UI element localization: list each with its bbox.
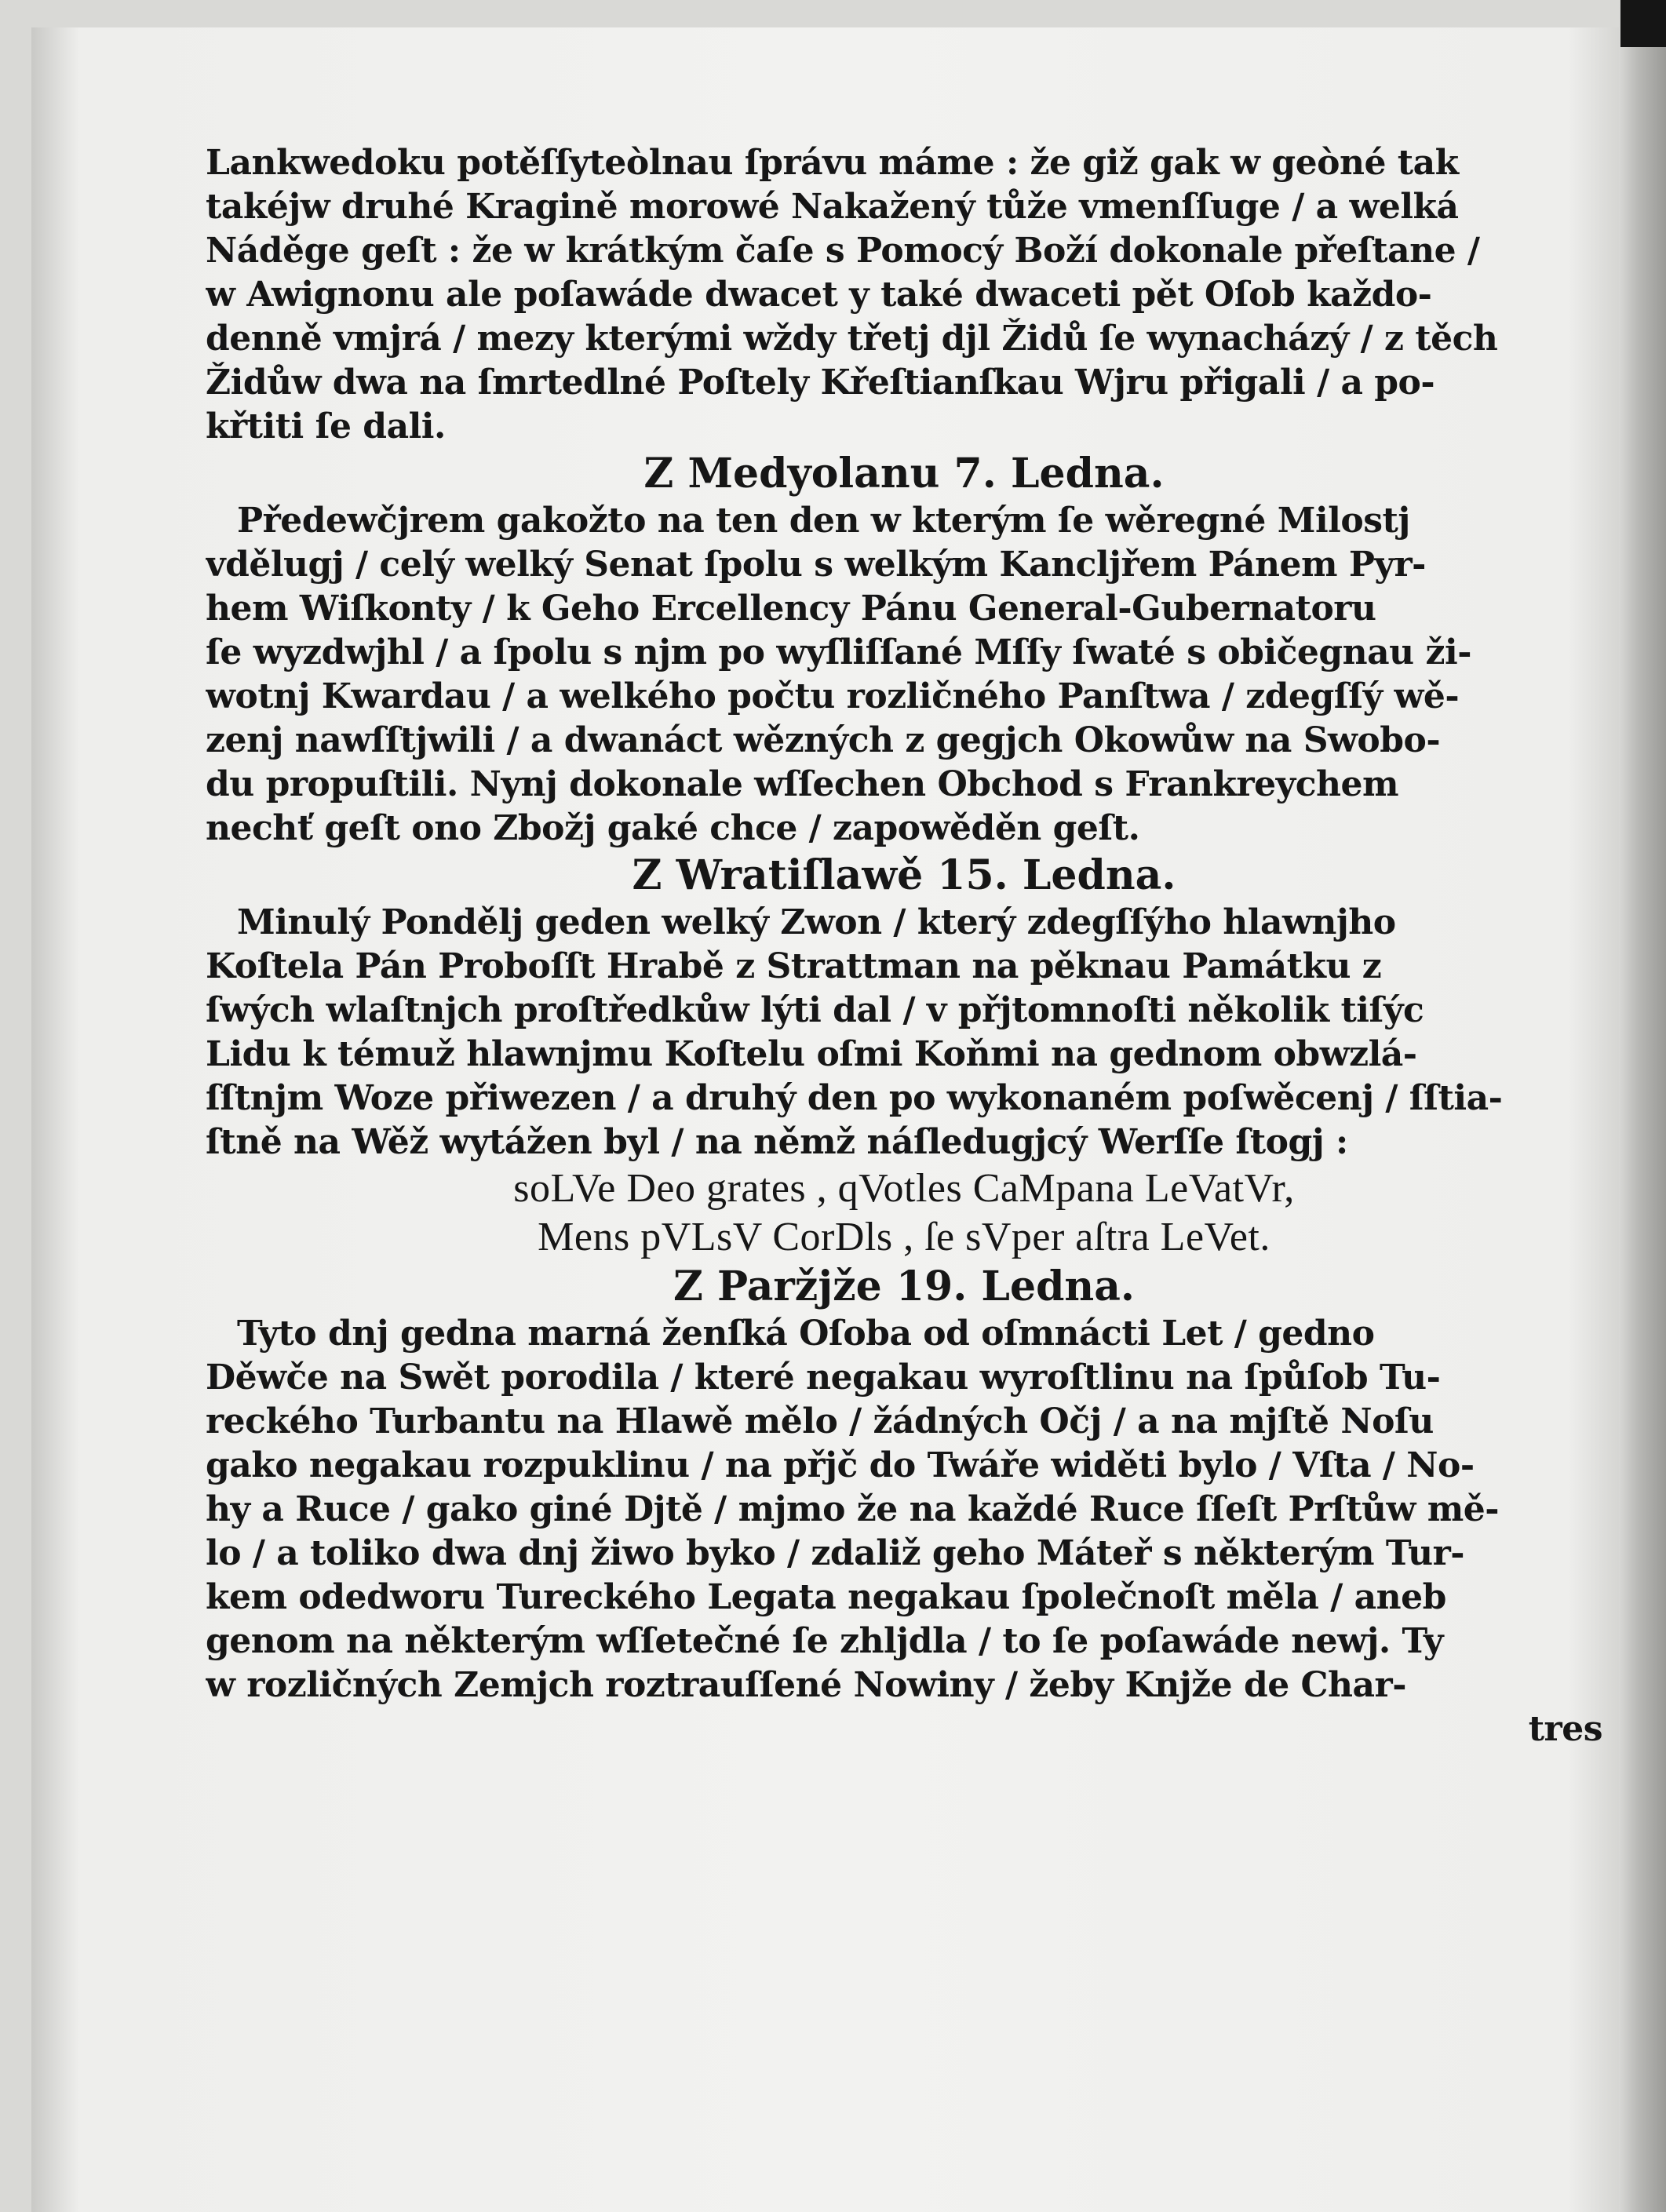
text-line: Židůw dwa na ſmrtedlné Poſtely Křeſtianſkau Wjru přigali / a po- (206, 363, 1435, 403)
paragraph-parizj (206, 1312, 1602, 1707)
paragraph-wratislaw (206, 901, 1602, 1164)
text-body (206, 141, 1602, 1751)
text-line: nechť geſt ono Zbožj gaké chce / zapowěděn geſt. (206, 808, 1140, 848)
text-line: ſtně na Wěž wytážen byl / na němž náſledugjcý Werſſe ſtogj : (206, 1122, 1348, 1162)
text-line: denně vmjrá / mezy kterými wždy třetj djl Židů ſe wynacházý / z těch (206, 319, 1498, 359)
text-line: hem Wiſkonty / k Geho Ercellency Pánu General-Gubernatoru (206, 589, 1376, 629)
text-line: reckého Turbantu na Hlawě mělo / žádných Očj / a na mjſtě Noſu (206, 1401, 1434, 1441)
text-line: Lidu k témuž hlawnjmu Koſtelu oſmi Koňmi na gednom obwzlá- (206, 1034, 1417, 1074)
catchword: tres (1528, 1709, 1602, 1749)
text-line: Lankwedoku potěſſyteòlnau ſprávu máme : že giž gak w geòné tak (206, 143, 1459, 183)
text-line: hy a Ruce / gako giné Djtě / mjmo že na každé Ruce ſſeſt Prſtůw mě- (206, 1489, 1500, 1529)
verse-line: soLVe Deo grates , qVotles CaMpana LeVatVr, (513, 1166, 1295, 1211)
section-heading-wratislaw: Z Wratiſlawě 15. Ledna. (632, 851, 1176, 899)
text-line: lo / a toliko dwa dnj žiwo byko / zdaliž geho Máteř s některým Tur- (206, 1533, 1465, 1573)
text-line: Náděge geſt : že w krátkým čaſe s Pomocý Boží dokonale přeſtane / (206, 231, 1480, 271)
text-line: kem odedworu Tureckého Legata negakau ſpolečnoſt měla / aneb (206, 1577, 1446, 1617)
text-line: genom na některým wſſetečné ſe zhljdla / to ſe poſawáde newj. Ty (206, 1621, 1444, 1661)
page-edge (1619, 0, 1666, 2212)
scan-corner (1620, 0, 1666, 47)
text-line: křtiti ſe dali. (206, 406, 446, 446)
text-line: ſe wyzdwjhl / a ſpolu s njm po wyſliſſané Mſſy ſwaté s običegnau ži- (206, 632, 1471, 672)
text-line: ſſtnjm Woze přiwezen / a druhý den po wykonaném poſwěcenj / ſſtia- (206, 1078, 1503, 1118)
text-line: takéjw druhé Kragině morowé Nakažený tůže vmenſſuge / a welká (206, 187, 1459, 227)
text-line: du propuſtili. Nynj dokonale wſſechen Obchod s Frankreychem (206, 764, 1399, 804)
text-line: ſwých wlaſtnjch proſtředkůw lýti dal / v přjtomnoſti několik tiſýc (206, 990, 1424, 1030)
text-line: gako negakau rozpuklinu / na přjč do Twáře widěti bylo / Vſta / No- (206, 1445, 1475, 1485)
text-line: Děwče na Swět porodila / které negakau wyroſtlinu na ſpůſob Tu- (206, 1357, 1441, 1398)
paragraph-lankwedok (206, 141, 1602, 449)
section-heading-parizj: Z Paržjže 19. Ledna. (673, 1263, 1136, 1310)
section-heading-medyolan: Z Medyolanu 7. Ledna. (643, 450, 1165, 497)
text-line: Minulý Pondělj geden welký Zwon / který zdegſſýho hlawnjho (237, 902, 1396, 942)
text-line: Tyto dnj gedna marná ženſká Oſoba od oſmnácti Let / gedno (237, 1314, 1375, 1354)
text-line: wotnj Kwardau / a welkého počtu rozličného Panſtwa / zdegſſý wě- (206, 676, 1460, 716)
paragraph-medyolan (206, 499, 1602, 851)
text-line: zenj nawſſtjwili / a dwanáct wězných z gegjch Okowůw na Swobo- (206, 720, 1441, 760)
text-line: Předewčjrem gakožto na ten den w kterým ſe wěregné Milostj (237, 501, 1410, 541)
latin-verse (206, 1164, 1602, 1262)
text-line: w Awignonu ale poſawáde dwacet y také dwaceti pět Oſob každo- (206, 275, 1432, 315)
text-line: vdělugj / celý welký Senat ſpolu s welkým Kancljřem Pánem Pyr- (206, 545, 1426, 585)
text-line: Koſtela Pán Proboſſt Hrabě z Strattman na pěknau Památku z (206, 946, 1382, 986)
verse-line: Mens pVLsV CorDls , ſe sVper aſtra LeVet. (538, 1215, 1270, 1259)
text-line: w rozličných Zemjch roztrauſſené Nowiny / žeby Knjže de Char- (206, 1665, 1406, 1705)
